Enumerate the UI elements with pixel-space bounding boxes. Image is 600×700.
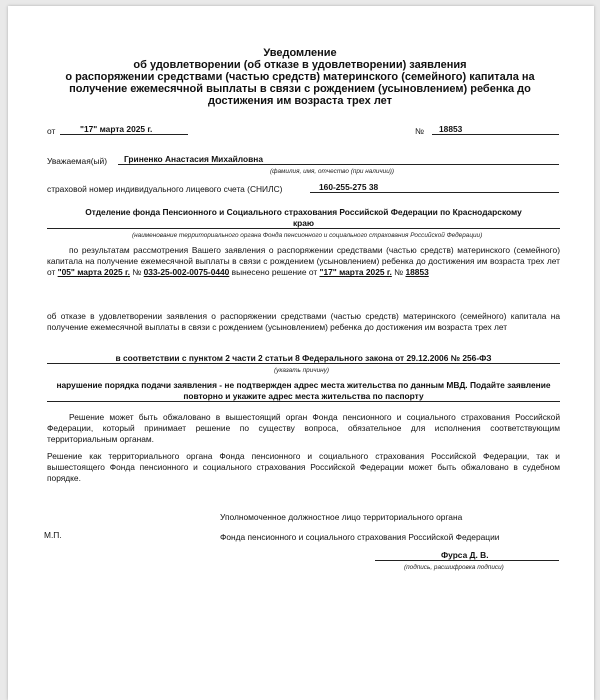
title-line-2: об удовлетворении (об отказе в удовлетворении) заявления [133,59,467,71]
snils-label: страховой номер индивидуального лицевого счета (СНИЛС) [47,184,283,194]
organ-hint: (наименование территориального органа Фонда пенсионного и социального страхования Российской Федерации) [132,232,483,239]
basis-hint: (указать причину) [274,367,329,374]
application-date: "05" марта 2025 г. [57,267,130,278]
organ-name-line-2: краю [292,218,315,228]
from-label: от [47,126,56,136]
addressee-label: Уважаемая(ый) [47,156,108,166]
court-paragraph: Решение как территориального органа Фонда пенсионного и социального страхования Российской Федерации, так и вышестоящего Фонда пенсионного и социального страхования Российской Федерации может быть обжаловано в судебном порядке. [47,451,560,484]
p1-no-label: № [132,267,142,278]
organ-underline [47,219,560,229]
basis-underline [47,354,560,364]
name-hint: (фамилия, имя, отчество (при наличии)) [270,168,395,175]
signature-hint: (подпись, расшифровка подписи) [404,564,504,571]
official-line-1: Уполномоченное должностное лицо территориального органа [220,512,463,522]
notice-number: 18853 [439,124,463,134]
application-reg-number: 033-25-002-0075-0440 [143,267,230,278]
p1-no2-label: № [394,267,404,278]
violation-underline [47,392,560,402]
decision-paragraph [47,245,560,279]
refusal-paragraph: об отказе в удовлетворении заявления о распоряжении средствами (частью средств) материнского (семейного) капитала на получение ежемесячной выплаты в связи с рождением (усыновлением) ребенка до достижения им возраста трех лет [47,311,560,333]
signer-name: Фурса Д. В. [441,550,489,560]
legal-basis: в соответствии с пунктом 2 части 2 статьи 8 Федерального закона от 29.12.2006 № 256-ФЗ [115,353,492,363]
title-line-3: о распоряжении средствами (частью средств) материнского (семейного) капитала на [65,71,535,83]
official-line-2: Фонда пенсионного и социального страхования Российской Федерации [220,532,500,542]
stamp-place: М.П. [44,530,62,540]
notice-date: "17" марта 2025 г. [80,124,153,134]
title-line-1: Уведомление [263,47,337,59]
addressee-name: Гриненко Анастасия Михайловна [124,154,263,164]
decision-number: 18853 [405,267,429,278]
snils-value: 160-255-275 38 [319,182,379,192]
decision-date: "17" марта 2025 г. [319,267,392,278]
organ-name-line-1: Отделение фонда Пенсионного и Социального страхования Российской Федерации по Краснодарскому [85,207,522,217]
number-label: № [415,126,424,136]
title-line-5: достижения им возраста трех лет [207,95,393,107]
title-line-4: получение ежемесячной выплаты в связи с рождением (усыновлением) ребенка до [69,83,531,95]
violation-reason: нарушение порядка подачи заявления - не подтвержден адрес места жительства по данным МВД. Подайте заявление повторно и укажите адрес места жительства по паспорту [56,380,551,401]
appeal-paragraph: Решение может быть обжаловано в вышестоящий орган Фонда пенсионного и социального страхования Российской Федерации, который принимает решение по существу вопроса, обязательное для исполнения соответствующим территориальным органам. [47,412,560,445]
p1-text: по результатам рассмотрения Вашего заявления о распоряжении средствами (частью средств) материнского (семейного) капитала на получение ежемесячной выплаты в связи с рождением (усыновлением) ребенка до достижения им возраста трех лет от [47,245,560,278]
p1-decision-text: вынесено решение от [231,267,318,278]
document-title [40,47,560,107]
